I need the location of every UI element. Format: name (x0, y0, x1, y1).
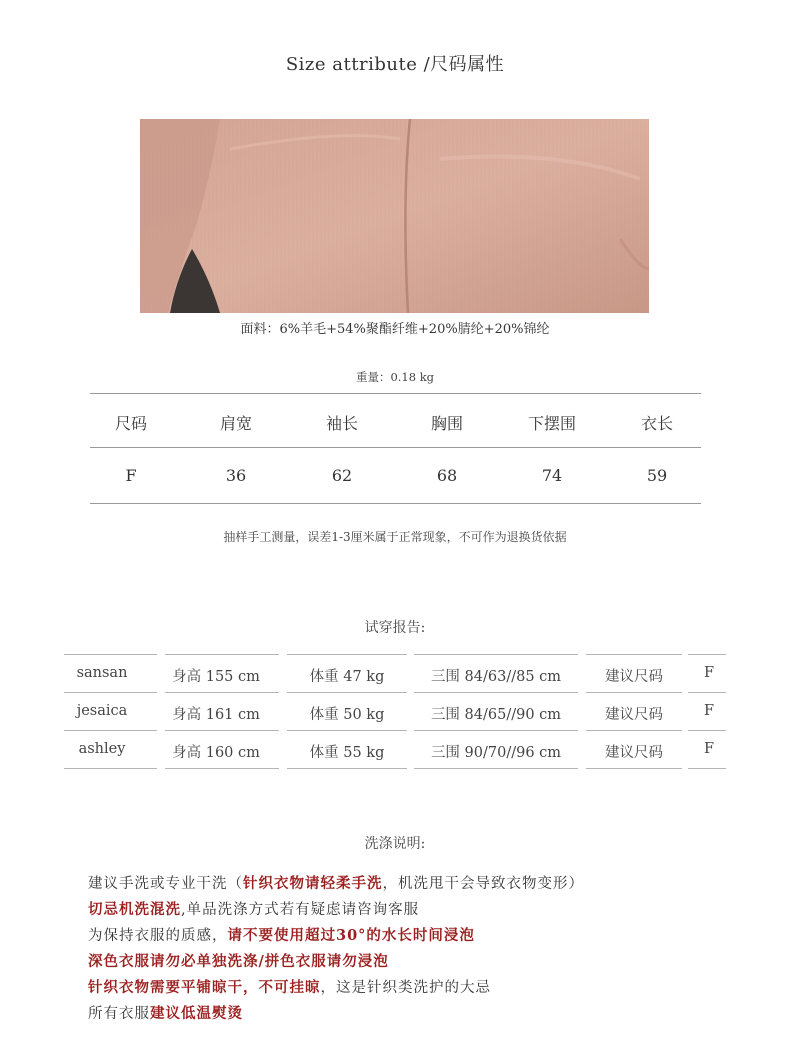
cell-shoulder: 36 (225, 466, 247, 485)
rule (688, 730, 726, 731)
rule (688, 768, 726, 769)
rule (287, 692, 407, 693)
tester-name: jesaica (76, 703, 128, 719)
rule (414, 768, 578, 769)
header-cell-size: 尺码 (114, 414, 147, 433)
wash-line (88, 976, 491, 997)
rule (586, 654, 682, 655)
rule (414, 654, 578, 655)
table-middle-rule (90, 447, 701, 448)
wash-text-highlight: 请不要使用超过30°的水长时间浸泡 (227, 927, 475, 944)
rule (64, 692, 157, 693)
wash-line (88, 872, 584, 893)
tester-height: 身高 161 cm (172, 707, 260, 723)
sweater-detail-image (140, 119, 649, 313)
wash-text: ，机洗甩干会导致衣物变形） (382, 876, 584, 892)
rule (287, 768, 407, 769)
washing-title: 洗涤说明: (364, 836, 426, 852)
table-bottom-rule (90, 503, 701, 504)
table-top-rule (90, 393, 701, 394)
rule (586, 768, 682, 769)
cell-size: F (125, 466, 137, 485)
header-cell-chest: 胸围 (430, 414, 463, 433)
wash-text-highlight: 深色衣服请勿必单独洗涤/拼色衣服请勿浸泡 (88, 953, 389, 970)
product-photo (140, 119, 649, 313)
rule (586, 692, 682, 693)
tester-weight: 体重 47 kg (309, 669, 385, 685)
page-title: Size attribute /尺码属性 (285, 54, 505, 75)
wash-text: ,单品洗涤方式若有疑虑请咨询客服 (181, 902, 420, 918)
header-cell-sleeve: 袖长 (325, 414, 358, 433)
rule (165, 692, 279, 693)
recommended-size-label: 建议尺码 (605, 745, 663, 761)
recommended-size: F (703, 741, 715, 757)
tester-name: ashley (78, 741, 126, 757)
header-cell-length: 衣长 (640, 414, 673, 433)
cell-sleeve: 62 (331, 466, 353, 485)
wash-line (88, 950, 389, 971)
wash-text: ，这是针织类洗护的大忌 (320, 980, 491, 996)
weight-info: 重量：0.18 kg (355, 370, 435, 384)
wash-line (88, 1002, 243, 1023)
rule (586, 730, 682, 731)
wash-line (88, 924, 475, 945)
rule (287, 654, 407, 655)
wash-text-highlight: 建议低温熨烫 (150, 1005, 243, 1022)
rule (688, 654, 726, 655)
tester-measurements: 三围 84/63//85 cm (430, 669, 562, 685)
fabric-composition: 面料：6%羊毛+54%聚酯纤维+20%腈纶+20%锦纶 (240, 322, 550, 337)
rule (165, 654, 279, 655)
cell-hem: 74 (541, 466, 563, 485)
tester-height: 身高 160 cm (172, 745, 260, 761)
tester-measurements: 三围 84/65//90 cm (430, 707, 562, 723)
header-cell-shoulder: 肩宽 (219, 414, 252, 433)
tester-weight: 体重 55 kg (309, 745, 385, 761)
rule (64, 768, 157, 769)
tester-measurements: 三围 90/70//96 cm (430, 745, 562, 761)
wash-text: 建议手洗或专业干洗（ (88, 876, 243, 892)
measurement-disclaimer: 抽样手工测量，误差1-3厘米属于正常现象，不可作为退换货依据 (223, 530, 567, 544)
cell-chest: 68 (436, 466, 458, 485)
rule (165, 768, 279, 769)
wash-line (88, 898, 419, 919)
tester-weight: 体重 50 kg (309, 707, 385, 723)
recommended-size-label: 建议尺码 (605, 669, 663, 685)
header-cell-hem: 下摆围 (527, 414, 576, 433)
recommended-size-label: 建议尺码 (605, 707, 663, 723)
wash-text: 所有衣服 (88, 1006, 150, 1022)
rule (64, 654, 157, 655)
tester-height: 身高 155 cm (172, 669, 260, 685)
rule (688, 692, 726, 693)
cell-length: 59 (646, 466, 668, 485)
rule (165, 730, 279, 731)
try-on-title: 试穿报告: (364, 620, 426, 636)
wash-text-highlight: 针织衣物需要平铺晾干，不可挂晾 (88, 979, 321, 996)
rule (414, 692, 578, 693)
rule (414, 730, 578, 731)
recommended-size: F (703, 703, 715, 719)
rule (64, 730, 157, 731)
rule (287, 730, 407, 731)
recommended-size: F (703, 665, 715, 681)
wash-text-highlight: 针织衣物请轻柔手洗 (243, 875, 383, 892)
wash-text: 为保持衣服的质感， (88, 928, 228, 944)
tester-name: sansan (76, 665, 128, 681)
wash-text-highlight: 切忌机洗混洗 (88, 901, 181, 918)
